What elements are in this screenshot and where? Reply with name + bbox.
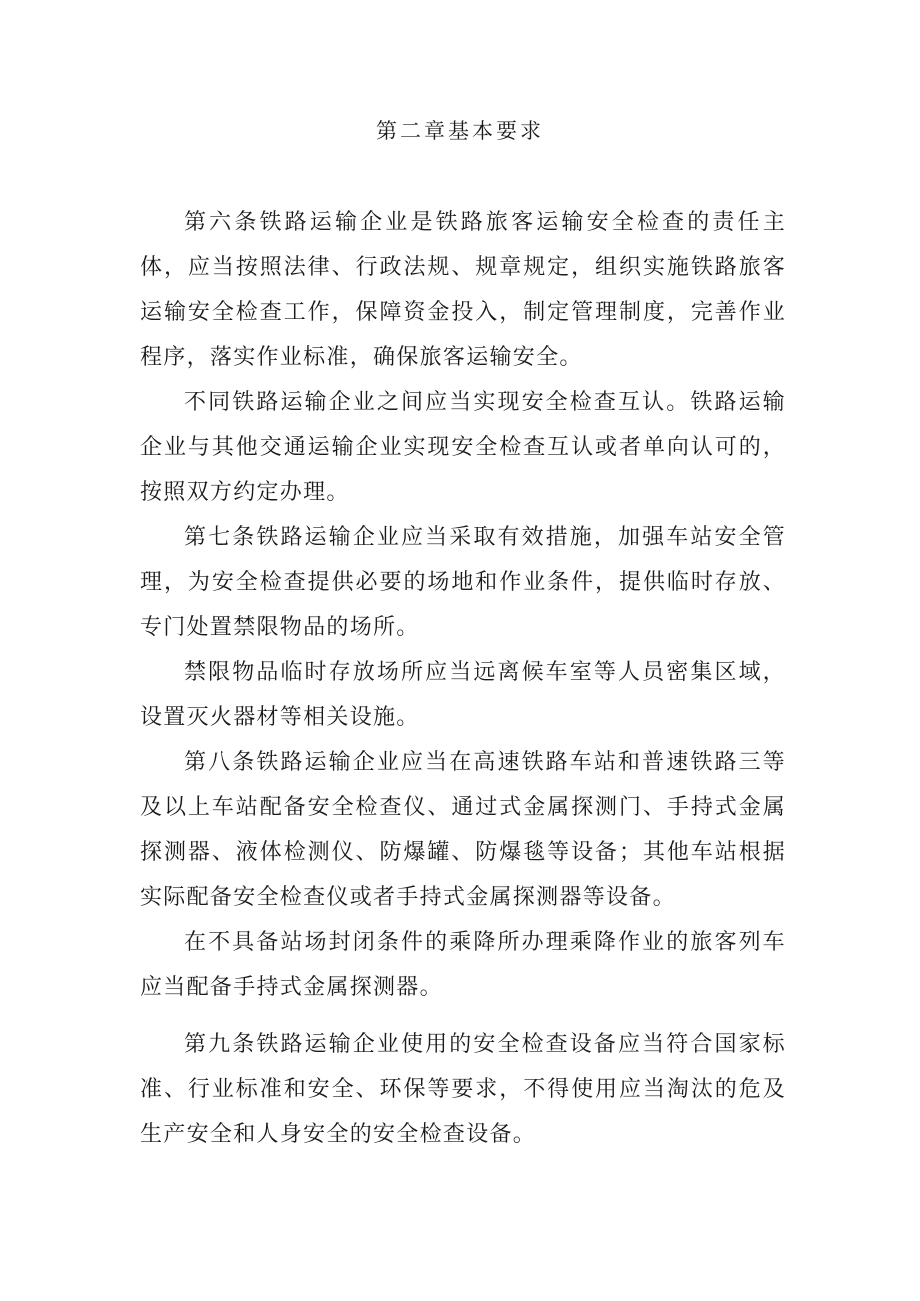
paragraph-train-detector: 在不具备站场封闭条件的乘降所办理乘降作业的旅客列车应当配备手持式金属探测器。: [140, 930, 786, 1000]
paragraph-security-mutual-recognition: 不同铁路运输企业之间应当实现安全检查互认。铁路运输企业与其他交通运输企业实现安全检查互认或者单向认可的，按照双方约定办理。: [140, 390, 786, 505]
paragraph-article-7: 第七条铁路运输企业应当采取有效措施，加强车站安全管理，为安全检查提供必要的场地和作业条件，提供临时存放、专门处置禁限物品的场所。: [140, 525, 786, 640]
chapter-title: 第二章基本要求: [376, 119, 544, 143]
paragraph-article-6: 第六条铁路运输企业是铁路旅客运输安全检查的责任主体，应当按照法律、行政法规、规章规定，组织实施铁路旅客运输安全检查工作，保障资金投入，制定管理制度，完善作业程序，落实作业标准，确保旅客运输安全。: [140, 210, 786, 370]
paragraph-restricted-items-storage: 禁限物品临时存放场所应当远离候车室等人员密集区域，设置灭火器材等相关设施。: [140, 660, 786, 730]
document-body: [140, 200, 786, 1157]
paragraph-article-8: 第八条铁路运输企业应当在高速铁路车站和普速铁路三等及以上车站配备安全检查仪、通过式金属探测门、手持式金属探测器、液体检测仪、防爆罐、防爆毯等设备；其他车站根据实际配备安全检查仪或者手持式金属探测器等设备。: [140, 750, 786, 910]
paragraph-article-9: 第九条铁路运输企业使用的安全检查设备应当符合国家标准、行业标准和安全、环保等要求，不得使用应当淘汰的危及生产安全和人身安全的安全检查设备。: [140, 1032, 786, 1147]
